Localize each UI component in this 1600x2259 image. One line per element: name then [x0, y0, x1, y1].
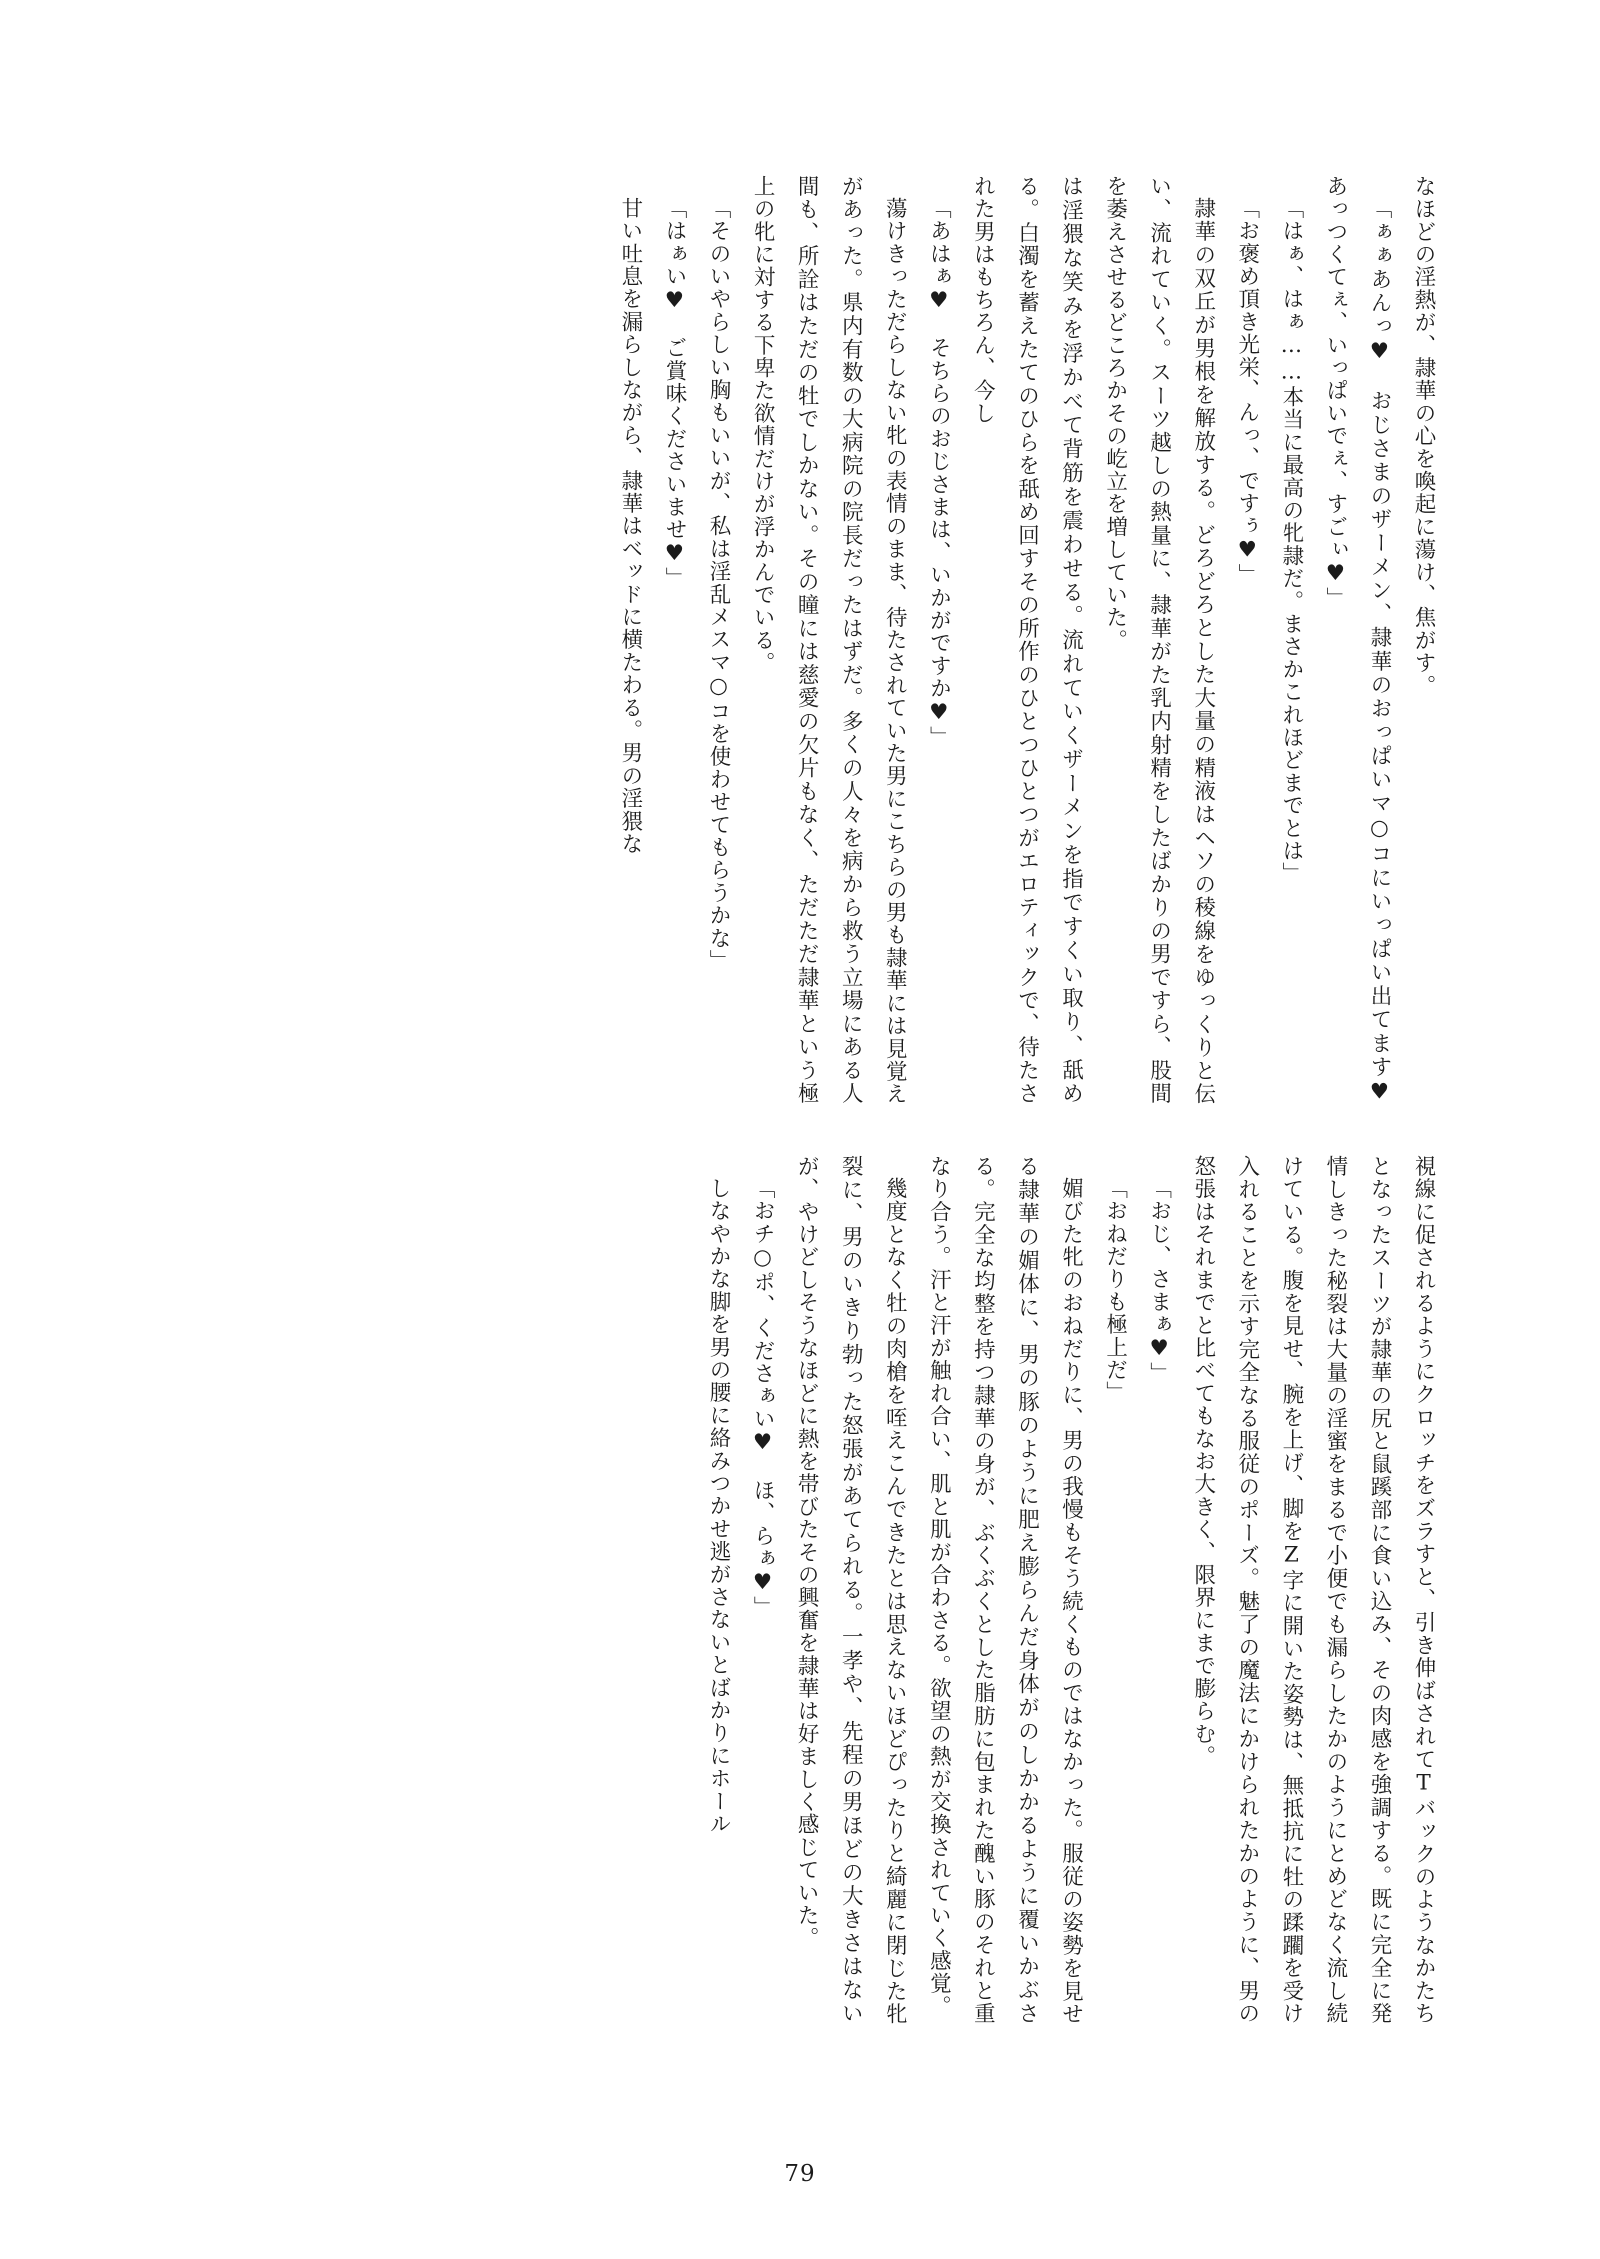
- page-number: 79: [784, 2161, 816, 2187]
- paragraph: 蕩けきっただらしない牝の表情のまま、待たされていた男にこちらの男も隷華には見覚えがあった。県内有数の大病院の院長だったはずだ。多くの人々を病から救う立場にある人間も、所詮はただの牡でしかない。その瞳には慈愛の欠片もなく、ただただ隷華という極上の牝に対する下卑た欲情だけが浮かんでいる。: [750, 175, 908, 1105]
- paragraph: 「おねだりも極上だ」: [1102, 1176, 1128, 1404]
- paragraph: 甘い吐息を漏らしながら、隷華はベッドに横たわる。男の淫猥な: [617, 196, 643, 855]
- paragraph: しなやかな脚を男の腰に絡みつかせ逃がさないとばかりにホール: [706, 1176, 731, 1835]
- paragraph: 視線に促されるようにクロッチをズラすと、引き伸ばされてTバックのようなかたちとなったスーツが隷華の尻と鼠蹊部に食い込み、その肉感を強調する。既に完全に発情しきった秘裂は大量の淫蜜をまるで小便でも漏らしたかのようにとめどなく流し続けている。腹を見せ、腕を上げ、脚をZ字に開いた姿勢は、無抵抗に牡の蹂躙を受け入れることを示す完全なる服従のポーズ。魅了の魔法にかけられたかのように、男の怒張はそれまでと比べてもなお大きく、限界にまで膨らむ。: [1190, 1155, 1436, 2025]
- paragraph: 「そのいやらしい胸もいいが、私は淫乱メスマ○コを使わせてもらうかな」: [706, 196, 731, 972]
- paragraph: 「あはぁ♥ そちらのおじさまは、いかがですか♥」: [926, 196, 952, 749]
- paragraph: 「はぁい♥ ご賞味くださいませ♥」: [661, 196, 687, 590]
- paragraph: 「ぁぁあんっ♥ おじさまのザーメン、隷華のおっぱいマ○コにいっぱい出てます♥ あっつくてぇ、いっぱいでぇ、すごぃ♥」: [1322, 175, 1392, 1128]
- paragraph: 媚びた牝のおねだりに、男の我慢もそう続くものではなかった。服従の姿勢を見せる隷華の媚体に、男の豚のように肥え膨らんだ身体がのしかかるように覆いかぶさる。完全な均整を持つ隷華の身が、ぶくぶくとした脂肪に包まれた醜い豚のそれと重なり合う。汗と汗が触れ合い、肌と肌が合わさる。欲望の熱が交換されていく感覚。: [926, 1155, 1084, 2025]
- paragraph: なほどの淫熱が、隷華の心を喚起に蕩け、焦がす。: [1411, 175, 1436, 698]
- text-column-group-lower: [155, 1155, 1445, 2025]
- paragraph: 「はぁ、はぁ……本当に最高の牝隷だ。まさかこれほどまでとは」: [1278, 196, 1304, 885]
- text-column-group-upper: [155, 175, 1445, 1128]
- paragraph: 「おチ○ポ、くださぁい♥ ほ、らぁ♥」: [750, 1176, 776, 1619]
- paragraph: 「お褒め頂き光栄、んっ、ですぅ♥」: [1234, 196, 1260, 586]
- paragraph: 隷華の双丘が男根を解放する。どろどろとした大量の精液はヘソの稜線をゆっくりと伝い、流れていく。スーツ越しの熱量に、隷華がた乳内射精をしたばかりの男ですら、股間を萎えさせるどころかその屹立を増していた。: [1102, 175, 1216, 1105]
- paragraph: は淫猥な笑みを浮かべて背筋を震わせる。流れていくザーメンを指ですくい取り、舐める。白濁を蓄えたてのひらを舐め回すその所作のひとつひとつがエロティックで、待たされた男はもちろん、今し: [970, 175, 1084, 1105]
- paragraph: 「おじ、さまぁ♥」: [1146, 1176, 1172, 1385]
- paragraph: 幾度となく牡の肉槍を咥えこんできたとは思えないほどぴったりと綺麗に閉じた牝裂に、男のいきり勃った怒張があてられる。一孝や、先程の男ほどの大きさはないが、やけどしそうなほどに熱を帯びたその興奮を隷華は好ましく感じていた。: [794, 1155, 908, 2025]
